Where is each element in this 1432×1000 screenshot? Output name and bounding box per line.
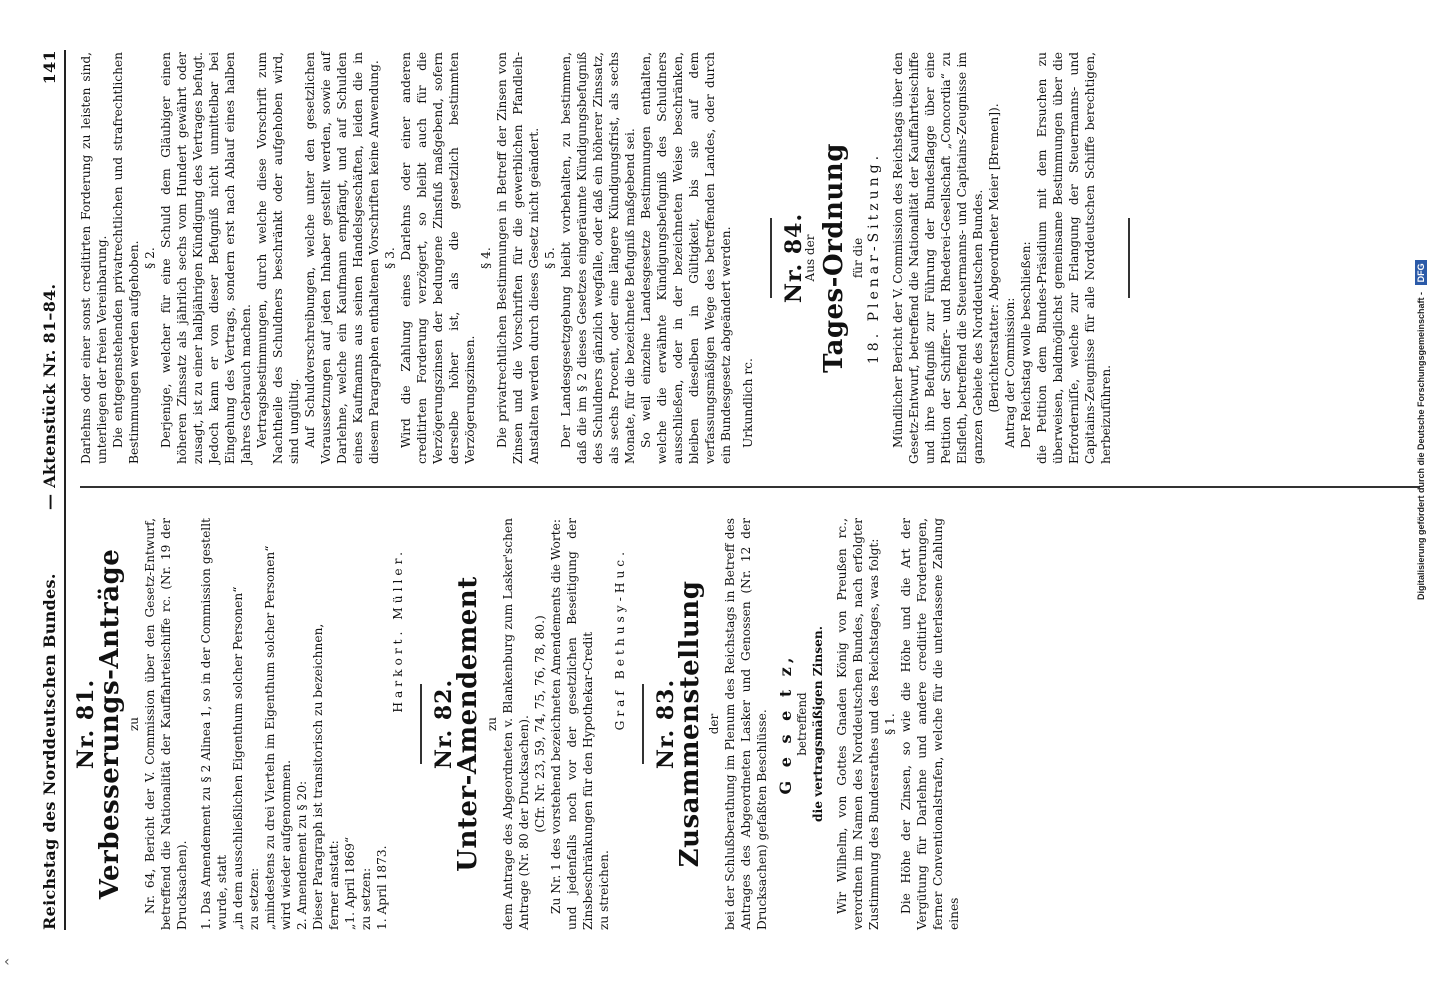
nr81-item2-b: ferner anstatt: — [327, 840, 341, 930]
margin-mark: ‹ — [4, 954, 10, 970]
par3-text: Wird die Zahlung eines Darlehns oder einer anderen creditirten Forderung verzögert, so bleibt auch für die Verzögerungszinsen der bedungene Zinsfuß maßgebend, sofern derselbe höher ist, als die gesetzlich bestimmten Verzögerungszinsen. — [399, 52, 477, 464]
header-title: Reichstag des Norddeutschen Bundes. — [40, 573, 59, 930]
section-rule — [1128, 218, 1130, 298]
section-rule — [770, 218, 772, 298]
nr81-title: Verbesserungs-Anträge — [95, 548, 125, 900]
dfg-logo: DFG — [1415, 260, 1427, 285]
nr84-text: Mündlicher Bericht der V. Commission des Reichstags über den Gesetz-Entwurf, betreffend die Nationalität der Kauffahrteischiffe und ihre Befugniß zur Führung der Bundesflagge über eine Petition der Schiffer- und Rhederei-Gesellschaft „Concordia“ zu Elsfleth, betreffend die Steuermanns- und Capitains-Zeugnisse im ganzen Gebiete des Norddeutschen Bundes. — [891, 52, 985, 464]
par4-text: Die privatrechtlichen Bestimmungen in Betreff der Zinsen von Zinsen und die Vorschriften für die gewerblichen Pfandleih-Anstalten werden durch dieses Gesetz nicht geändert. — [495, 52, 541, 464]
nr81-item1: 1. Das Amendement zu § 2 Alinea 1, so in der Commission gestellt wurde, statt — [199, 518, 229, 930]
nr84-title: Tages-Ordnung — [819, 143, 849, 373]
nr81-item2-quote: „1. April 1869“ — [343, 836, 357, 930]
nr81-heading: Nr. 81. — [73, 678, 99, 770]
section-rule — [420, 684, 422, 764]
nr83-heading: Nr. 83. — [653, 678, 679, 770]
nr82-signature: Graf Bethusy-Huc. — [613, 548, 627, 731]
par2-text: Derjenige, welcher für eine Schuld dem Gläubiger einen höheren Zinssatz als jährlich sechs vom Hundert gewährt oder zusagt, ist zu einer halbjährigen Kündigung des Vertrages befugt. Jedoch kann er von dieser Befugniß nicht unmittelbar bei Eingehung des Vertrags, sondern erst nach Ablauf eines halben Jahres Gebrauch machen. — [159, 52, 253, 464]
nr82-heading: Nr. 82. — [431, 678, 457, 770]
section-rule — [642, 684, 644, 764]
par5-text-2: So weil einzelne Landesgesetze Bestimmungen enthalten, welche die erwähnte Kündigungsbefugniß des Schuldners ausschließen, oder in der bezeichneten Weise beschränken, bleiben dieselben in Gültigkeit, bis sie auf dem verfassungsmäßigen Wege des betreffenden Landes, oder durch ein Bundesgesetz abgeändert werden. — [639, 52, 733, 464]
right-column — [78, 52, 1144, 464]
nr84-session: 18. Plenar-Sitzung. — [866, 151, 882, 365]
nr81-item1-end: wird wieder aufgenommen. — [279, 760, 293, 930]
nr82-quote: und jedenfalls noch vor der gesetzlichen Beseitigung der Zinsbeschränkungen für den Hypothekar-Credit — [565, 518, 595, 930]
nr81-item2-a: Dieser Paragraph ist transitorisch zu bezeichnen, — [311, 623, 325, 930]
header-rule — [64, 50, 66, 930]
nr82-title: Unter-Amendement — [453, 576, 483, 872]
nr83-par1: § 1. — [883, 713, 897, 735]
par2-heading: § 2. — [143, 247, 157, 269]
nr81-intro: Nr. 64, Bericht der V. Commission über den Gesetz-Entwurf, betreffend die Nationalität der Kauffahrteischiffe rc. (Nr. 19 der Drucksachen). — [143, 518, 189, 930]
nr83-title: Zusammenstellung — [675, 580, 705, 868]
nr84-antrag-text: Der Reichstag wolle beschließen: — [1019, 241, 1033, 448]
nr84-referent: (Berichterstatter: Abgeordneter Meier [Bremen]). — [987, 103, 1001, 413]
nr83-text: bei der Schlußberathung im Plenum des Reichstags in Betreff des Antrages des Abgeordneten Lasker und Genossen (Nr. 12 der Drucksachen) gefaßten Beschlüsse. — [723, 518, 769, 930]
nr81-item1-zu-setzen: zu setzen: — [247, 867, 261, 930]
nr84-antrag: Antrag der Commission: — [1003, 297, 1017, 448]
nr83-betreffend: betreffend — [795, 692, 809, 756]
par2-text-3: Auf Schuldverschreibungen, welche unter den gesetzlichen Voraussetzungen auf jeden Inhaber gestellt werden, sowie auf Darlehne, welche ein Kaufmann empfängt, und auf Schulden eines Kaufmanns aus seinen Handelsgeschäften, leiden die in diesem Paragraphen enthaltenen Vorschriften keine Anwendung. — [303, 52, 381, 464]
nr84-aus: Aus der — [803, 234, 817, 282]
par1-continuation: Darlehns oder einer sonst creditirten Forderung zu leisten sind, unterliegen der freien Vereinbarung. — [79, 52, 109, 464]
par2-text-2: Vertragsbestimmungen, durch welche diese Vorschrift zum Nachtheile des Schuldners beschränkt oder aufgehoben wird, sind ungültig. — [255, 52, 301, 464]
nr82-body: Zu Nr. 1 des vorstehend bezeichneten Amendements die Worte: — [549, 519, 563, 914]
nr83-preamble: Wir Wilhelm, von Gottes Gnaden König von Preußen rc., verordnen im Namen des Norddeutschen Bundes, nach erfolgter Zustimmung des Bundesrathes und des Reichstages, was folgt: — [835, 518, 881, 930]
par3-heading: § 3. — [383, 247, 397, 269]
nr83-der: der — [707, 713, 721, 735]
funding-note-text: Digitalisierung gefördert durch die Deutsche Forschungsgemeinschaft - — [1416, 291, 1426, 600]
nr81-item2-c: zu setzen: — [359, 867, 373, 930]
nr81-item2: 2. Amendement zu § 20: — [295, 780, 309, 930]
nr82-zu: zu — [485, 716, 499, 732]
par5-text: Der Landesgesetzgebung bleibt vorbehalten, zu bestimmen, daß die im § 2 dieses Gesetzes eingeräumte Kündigungsbefugniß des Schuldners gänzlich wegfalle, oder daß ein höherer Zinssatz, als sechs Procent, oder eine längere Kündigungsfrist, als sechs Monate, für die bezeichnete Befugniß maßgebend sei. — [559, 52, 637, 464]
nr81-item2-d: 1. April 1873. — [375, 845, 389, 930]
nr83-subject: die vertragsmäßigen Zinsen. — [811, 626, 825, 822]
nr83-par1-text: Die Höhe der Zinsen, so wie die Höhe und die Art der Vergütung für Darlehne und andere creditirte Forderungen, ferner Conventionalstrafen, welche für die unterlassene Zahlung eines — [899, 518, 961, 930]
left-column — [73, 518, 962, 930]
nr83-gesetz: G e s e t z, — [776, 653, 795, 795]
header-doc-range: — Aktenstück Nr. 81–84. — [40, 283, 59, 510]
nr84-antrag-body: die Petition dem Bundes-Präsidium mit dem Ersuchen zu überweisen, baldmöglichst gemeinsame Bestimmungen über die Erforderniſſe, welche zur Erlangung der Steuermanns- und Capitains-Zeugnisse für alle Norddeutschen Schiffe berechtigen, herbeizuführen. — [1035, 52, 1113, 464]
column-divider — [80, 486, 1420, 488]
nr82-end: zu streichen. — [597, 850, 611, 930]
urkundlich: Urkundlich rc. — [741, 358, 755, 448]
page-number: 141 — [40, 50, 59, 85]
par4-heading: § 4. — [479, 247, 493, 269]
par5-heading: § 5. — [543, 247, 557, 269]
nr84-fuer: für die — [851, 237, 865, 279]
nr84-heading: Nr. 84. — [781, 212, 807, 304]
nr81-zu: zu — [127, 716, 141, 732]
par1-continuation-2: Die entgegenstehenden privatrechtlichen und strafrechtlichen Bestimmungen werden aufgehoben. — [111, 52, 141, 464]
nr82-text: dem Antrage des Abgeordneten v. Blankenburg zum Lasker'schen Antrage (Nr. 80 der Drucksachen). — [501, 518, 531, 930]
nr81-item1-quote1: „in dem ausschließlichen Eigenthum solcher Personen“ — [231, 586, 245, 930]
nr82-cf: (Cfr. Nr. 23, 59, 74, 75, 76, 78, 80.) — [533, 615, 547, 833]
nr81-signature: Harkort. Müller. — [391, 548, 405, 713]
nr81-item1-quote2: „mindestens zu drei Vierteln im Eigenthum solcher Personen“ — [263, 545, 277, 930]
funding-note — [1412, 8, 1430, 600]
